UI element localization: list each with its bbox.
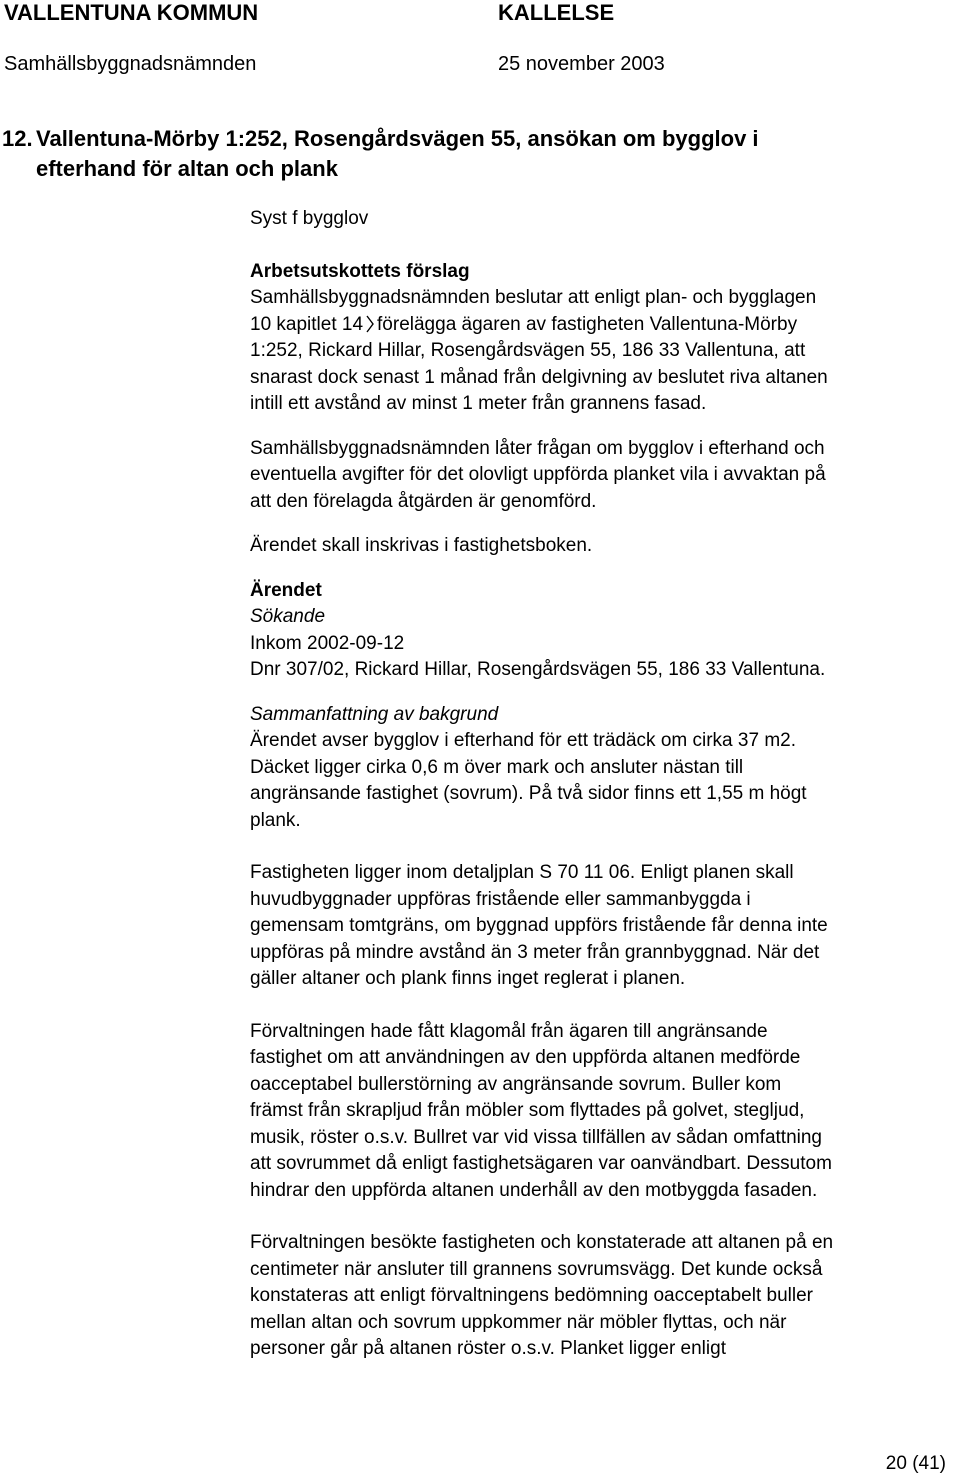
complaint-line: att sovrummet då enligt fastighetsägaren var oanvändbart. Dessutom [250,1153,832,1174]
committee-name: Samhällsbyggnadsnämnden [4,53,257,75]
applicant-heading: Sökande [250,606,326,627]
visit-line: mellan altan och sovrum uppkommer när möbler flyttas, och när [250,1311,787,1333]
visit-line: personer går på altanen röster o.s.v. Planket ligger enligt [250,1338,726,1359]
complaint-line: fastighet om att användningen av den uppförda altanen medförde [250,1047,801,1068]
registry-note: Ärendet skall inskrivas i fastighetsboken. [250,535,593,556]
plan-line: huvudbyggnader uppföras fristående eller sammanbyggda i [250,888,751,910]
plan-line: gäller altaner och plank finns inget reglerat i planen. [250,968,686,989]
visit-line: centimeter när ansluter till grannens sovrumsvägg. Det kunde också [250,1258,823,1280]
plan-line: Fastigheten ligger inom detaljplan S 70 11 06. Enligt planen skall [250,862,794,883]
proposal-line: snarast dock senast 1 månad från delgivning av beslutet riva altanen [250,366,828,388]
decision-line: att den förelagda åtgärden är genomförd. [250,490,597,512]
proposal-line: intill ett avstånd av minst 1 meter från grannens fasad. [250,393,707,414]
case-handler: Syst f bygglov [250,208,369,229]
proposal-fragment: 10 kapitlet 14 [250,313,364,335]
section-link-icon [365,315,375,333]
received-date: Inkom 2002-09-12 [250,632,405,654]
page-number: 20 (41) [885,1453,946,1474]
document-type: KALLELSE [498,0,615,25]
case-reference: Dnr 307/02, Rickard Hillar, Rosengårdsvägen 55, 186 33 Vallentuna. [250,659,826,680]
item-number: 12. [2,126,33,151]
decision-line: eventuella avgifter för det olovligt uppförda planket vila i avvaktan på [250,464,826,485]
plan-line: gemensam tomtgräns, om byggnad uppförs fristående får denna inte [250,915,828,936]
proposal-line: 1:252, Rickard Hillar, Rosengårdsvägen 55, 186 33 Vallentuna, att [250,340,806,361]
summary-line: plank. [250,809,301,831]
meeting-date: 25 november 2003 [498,53,665,75]
proposal-line: Samhällsbyggnadsnämnden beslutar att enligt plan- och bygglagen [250,287,817,308]
complaint-line: hindrar den uppförda altanen underhåll av den motbyggda fasaden. [250,1179,818,1201]
summary-line: Däcket ligger cirka 0,6 m över mark och ansluter nästan till [250,756,744,778]
complaint-line: främst från skrapljud från möbler som flyttades på golvet, stegljud, [250,1100,805,1121]
item-title-line: efterhand för altan och plank [36,156,338,181]
body-text [250,206,960,1363]
complaint-line: Förvaltningen hade fått klagomål från ägaren till angränsande [250,1020,768,1042]
item-title-line: Vallentuna-Mörby 1:252, Rosengårdsvägen 55, ansökan om bygglov i [36,126,759,151]
visit-line: konstateras att enligt förvaltningens bedömning oacceptabelt buller [250,1285,813,1306]
plan-line: uppföras på mindre avstånd än 3 meter från grannbyggnad. När det [250,941,820,963]
proposal-line [250,312,960,339]
visit-line: Förvaltningen besökte fastigheten och konstaterade att altanen på en [250,1232,834,1253]
org-name: VALLENTUNA KOMMUN [4,0,259,25]
proposal-heading: Arbetsutskottets förslag [250,260,470,282]
summary-heading: Sammanfattning av bakgrund [250,703,499,725]
complaint-line: musik, röster o.s.v. Bullret var vid vissa tillfällen av sådan omfattning [250,1126,822,1148]
case-heading: Ärendet [250,579,322,601]
decision-line: Samhällsbyggnadsnämnden låter frågan om bygglov i efterhand och [250,437,825,459]
summary-line: angränsande fastighet (sovrum). På två sidor finns ett 1,55 m högt [250,783,807,804]
summary-line: Ärendet avser bygglov i efterhand för ett trädäck om cirka 37 m2. [250,730,796,751]
proposal-fragment: förelägga ägaren av fastigheten Vallentuna-Mörby [377,313,798,335]
complaint-line: oacceptabel bullerstörning av angränsande sovrum. Buller kom [250,1073,782,1095]
